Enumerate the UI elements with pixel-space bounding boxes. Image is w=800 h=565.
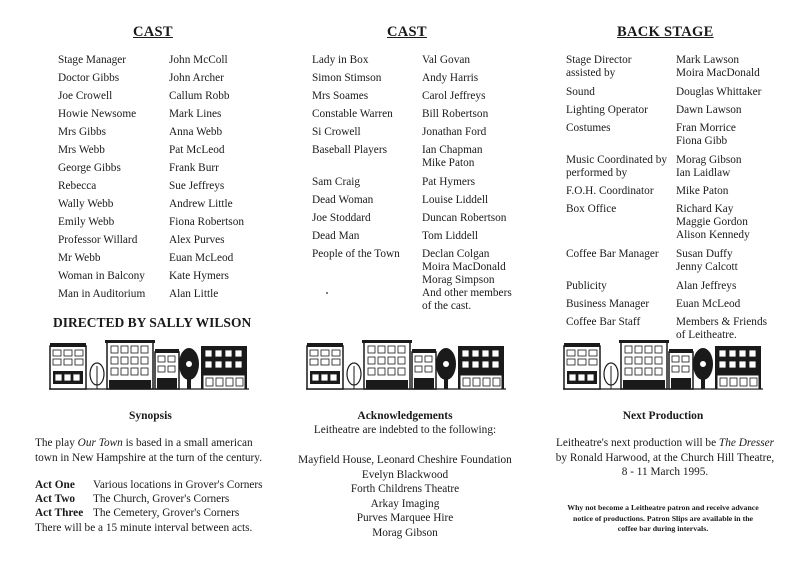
tree-highlight	[186, 361, 192, 367]
synopsis-play-title: Our Town	[77, 437, 123, 449]
window	[483, 378, 490, 386]
window	[635, 346, 642, 353]
townscape-illustration-middle	[306, 340, 506, 390]
window	[750, 378, 757, 386]
window	[216, 378, 223, 386]
backstage-role: Coffee Bar Manager	[566, 248, 659, 260]
window	[131, 357, 138, 364]
patron-line: notice of productions. Patron Slips are available in the	[573, 513, 753, 523]
cast-actor: Louise Liddell	[422, 194, 489, 206]
cast-actor: of the cast.	[422, 300, 472, 312]
window	[567, 359, 575, 365]
backstage-role: Publicity	[566, 280, 607, 292]
window	[235, 361, 242, 368]
shopfront	[623, 380, 665, 389]
interval-note: There will be a 15 minute interval between acts.	[35, 522, 253, 534]
window	[645, 346, 652, 353]
window	[493, 378, 500, 386]
window	[672, 356, 679, 362]
backstage-person: Moira MacDonald	[676, 67, 760, 79]
acknowledgement-item: Purves Marquee Hire	[356, 512, 454, 524]
window	[473, 378, 480, 386]
cast-role: People of the Town	[312, 248, 400, 260]
backstage-person: Maggie Gordon	[676, 216, 748, 228]
acknowledgement-item: Evelyn Blackwood	[361, 468, 449, 481]
window	[425, 356, 432, 362]
window	[589, 359, 597, 365]
cast-actor: Carol Jeffreys	[422, 90, 486, 102]
backstage-role: assisted by	[566, 67, 616, 79]
window	[569, 374, 576, 381]
backstage-role: Lighting Operator	[566, 104, 648, 116]
cast-row	[58, 126, 268, 140]
window	[398, 357, 405, 364]
backstage-role: Stage Director	[566, 54, 632, 66]
window	[425, 366, 432, 372]
cast-actor: Declan Colgan	[422, 248, 490, 260]
cast-role: Howie Newsome	[58, 108, 137, 120]
backstage-role: performed by	[566, 167, 628, 179]
acknowledgement-item: Morag Gibson	[372, 526, 438, 539]
cast-row	[58, 90, 268, 104]
cast-role: Mrs Gibbs	[58, 126, 107, 138]
patron-line: Why not become a Leitheatre patron and receive advance	[567, 503, 759, 512]
synopsis-intro	[35, 436, 275, 465]
backstage-person: Alison Kennedy	[676, 229, 750, 241]
window	[729, 361, 736, 368]
cast-row	[58, 270, 268, 284]
cast-role: Rebecca	[58, 180, 97, 192]
window	[482, 350, 489, 357]
window	[740, 378, 747, 386]
window	[111, 368, 118, 375]
window	[482, 361, 489, 368]
window	[312, 374, 319, 381]
cast-role: Professor Willard	[58, 234, 138, 246]
cast-actor: Alex Purves	[169, 234, 225, 246]
window	[158, 366, 165, 372]
backstage-heading: BACK STAGE	[617, 24, 714, 40]
cast-actor: Ian Chapman	[422, 144, 483, 156]
window	[378, 368, 385, 375]
shopfront	[671, 378, 691, 389]
cast-actor: Bill Robertson	[422, 108, 489, 120]
window	[310, 350, 318, 356]
window	[388, 346, 395, 353]
backstage-person: Fran Morrice	[676, 122, 736, 134]
window	[368, 346, 375, 353]
cast-row	[58, 216, 268, 230]
tree-highlight	[700, 361, 706, 367]
cast-actor: Callum Robb	[169, 90, 230, 102]
window	[388, 357, 395, 364]
shopfront	[414, 378, 434, 389]
roof-cornice	[619, 340, 669, 343]
backstage-role: Sound	[566, 86, 595, 98]
cast-role: Joe Crowell	[58, 90, 113, 102]
cast-actor: Andrew Little	[169, 198, 233, 210]
window	[205, 361, 212, 368]
window	[75, 350, 83, 356]
cast-row	[58, 108, 268, 122]
synopsis-intro-line2: town in New Hampshire at the turn of the century.	[35, 451, 263, 464]
backstage-role: Music Coordinated by	[566, 154, 668, 166]
window	[321, 350, 329, 356]
window	[75, 359, 83, 365]
next-production-title: Next Production	[622, 410, 704, 422]
cast-role: Sam Craig	[312, 176, 361, 188]
backstage-person: Susan Duffy	[676, 248, 733, 260]
backstage-person: Jenny Calcott	[676, 261, 738, 273]
directed-by: DIRECTED BY SALLY WILSON	[53, 315, 252, 330]
cast-role: Mrs Soames	[312, 90, 369, 102]
backstage-person: of Leitheatre.	[676, 329, 737, 341]
cast-actor: Val Govan	[422, 54, 471, 66]
window	[53, 350, 61, 356]
window	[739, 350, 746, 357]
cast-actor: Andy Harris	[422, 72, 479, 84]
window	[168, 366, 175, 372]
patron-note	[548, 503, 778, 535]
window	[141, 368, 148, 375]
cast-row	[58, 72, 268, 86]
shopfront	[109, 380, 151, 389]
window	[215, 361, 222, 368]
window	[225, 350, 232, 357]
window	[225, 361, 232, 368]
window	[739, 361, 746, 368]
cast-actor: Fiona Robertson	[169, 216, 244, 228]
roof-cornice	[307, 343, 343, 347]
tree-highlight	[443, 361, 449, 367]
cast-role: Dead Woman	[312, 194, 374, 206]
townscape-illustration-left	[49, 340, 249, 390]
cast-role: Lady in Box	[312, 54, 369, 66]
window	[215, 350, 222, 357]
window	[645, 368, 652, 375]
backstage-person: Mike Paton	[676, 185, 729, 197]
window	[462, 361, 469, 368]
window	[321, 374, 328, 381]
window	[378, 346, 385, 353]
cast-actor: Jonathan Ford	[422, 126, 487, 138]
window	[415, 366, 422, 372]
backstage-person: Fiona Gibb	[676, 135, 728, 147]
roof-cornice	[50, 343, 86, 347]
window	[719, 361, 726, 368]
window	[672, 366, 679, 372]
window	[655, 357, 662, 364]
window	[472, 350, 479, 357]
window	[749, 350, 756, 357]
window	[398, 368, 405, 375]
cast-row	[58, 252, 268, 266]
synopsis-intro-before: The play	[35, 437, 78, 449]
window	[463, 378, 470, 386]
window	[131, 346, 138, 353]
window	[121, 357, 128, 364]
window	[578, 350, 586, 356]
window	[749, 361, 756, 368]
window	[55, 374, 62, 381]
window	[206, 378, 213, 386]
cast-actor: Duncan Robertson	[422, 212, 507, 224]
patron-line: coffee bar during intervals.	[617, 524, 709, 533]
window	[730, 378, 737, 386]
window	[719, 350, 726, 357]
cast-role: Baseball Players	[312, 144, 387, 156]
window	[720, 378, 727, 386]
acknowledgement-item: Forth Childrens Theatre	[350, 483, 460, 495]
cast-role: Si Crowell	[312, 126, 361, 138]
tree-trunk	[187, 370, 191, 389]
backstage-role: Costumes	[566, 122, 611, 134]
window	[141, 346, 148, 353]
window	[330, 374, 337, 381]
backstage-person: Mark Lawson	[676, 54, 740, 66]
acknowledgement-item: Arkay Imaging	[370, 497, 440, 510]
cast-role: Joe Stoddard	[312, 212, 371, 224]
acknowledgement-item: Mayfield House, Leonard Cheshire Foundation	[298, 454, 512, 466]
window	[655, 346, 662, 353]
next-production-line3: 8 - 11 March 1995.	[621, 466, 709, 478]
cast-actor: John McColl	[169, 54, 228, 66]
roof-cornice	[412, 349, 436, 353]
window	[635, 357, 642, 364]
window	[168, 356, 175, 362]
window	[235, 350, 242, 357]
next-production-text	[540, 436, 790, 480]
window	[64, 374, 71, 381]
cast-role: Emily Webb	[58, 216, 115, 228]
cast-actor: Euan McLeod	[169, 252, 234, 264]
window	[625, 346, 632, 353]
cast-actor: Morag Simpson	[422, 274, 495, 286]
window	[111, 357, 118, 364]
cast-row	[58, 234, 268, 248]
cast-row	[58, 144, 268, 158]
window	[398, 346, 405, 353]
cast-role: Mrs Webb	[58, 144, 105, 156]
window	[492, 350, 499, 357]
roof-cornice	[155, 349, 179, 353]
backstage-person: Richard Kay	[676, 203, 734, 215]
window	[368, 357, 375, 364]
shopfront	[366, 380, 408, 389]
cast-role: Man in Auditorium	[58, 288, 146, 300]
tree-trunk	[701, 370, 705, 389]
window	[111, 346, 118, 353]
roof-cornice	[362, 340, 412, 343]
window	[310, 359, 318, 365]
act-description: The Cemetery, Grover's Corners	[93, 507, 240, 519]
window	[141, 357, 148, 364]
townscape-illustration-right	[563, 340, 763, 390]
cast-role: Constable Warren	[312, 108, 393, 120]
window	[625, 368, 632, 375]
act-label: Act Three	[35, 507, 84, 519]
act-label: Act One	[35, 479, 75, 491]
cast-row	[58, 162, 268, 176]
window	[655, 368, 662, 375]
next-production-line2: by Ronald Harwood, at the Church Hill Theatre,	[555, 451, 775, 464]
cast-role: Wally Webb	[58, 198, 114, 210]
window	[121, 346, 128, 353]
window	[205, 350, 212, 357]
window	[131, 368, 138, 375]
decorative-dot	[326, 292, 328, 294]
cast-role: Stage Manager	[58, 54, 127, 66]
next-production-play-title: The Dresser	[718, 437, 775, 449]
window	[415, 356, 422, 362]
backstage-person: Morag Gibson	[676, 154, 742, 166]
window	[226, 378, 233, 386]
cast-row	[58, 288, 268, 302]
act-description: Various locations in Grover's Corners	[93, 479, 263, 491]
roof-cornice	[564, 343, 600, 347]
window	[682, 356, 689, 362]
tree-trunk	[444, 370, 448, 389]
cast-actor: And other members	[422, 287, 512, 299]
window	[625, 357, 632, 364]
shopfront	[157, 378, 177, 389]
window	[236, 378, 243, 386]
window	[121, 368, 128, 375]
cast-actor: Pat Hymers	[422, 176, 476, 188]
cast-role: Doctor Gibbs	[58, 72, 120, 84]
cast-actor: Moira MacDonald	[422, 261, 506, 273]
cast-actor: Kate Hymers	[169, 270, 229, 282]
cast-heading-middle: CAST	[387, 24, 427, 40]
cast-actor: Anna Webb	[169, 126, 223, 138]
synopsis-title: Synopsis	[129, 410, 172, 422]
window	[492, 361, 499, 368]
backstage-role: Box Office	[566, 203, 617, 215]
window	[53, 359, 61, 365]
window	[158, 356, 165, 362]
cast-actor: Tom Liddell	[422, 230, 478, 242]
window	[321, 359, 329, 365]
window	[332, 350, 340, 356]
act-label: Act Two	[35, 493, 76, 505]
window	[682, 366, 689, 372]
act-description: The Church, Grover's Corners	[93, 493, 230, 505]
window	[64, 350, 72, 356]
cast-heading-left: CAST	[133, 24, 173, 40]
backstage-person: Ian Laidlaw	[676, 167, 731, 179]
backstage-person: Dawn Lawson	[676, 104, 742, 116]
window	[578, 374, 585, 381]
cast-actor: Sue Jeffreys	[169, 180, 225, 192]
window	[472, 361, 479, 368]
cast-role: Woman in Balcony	[58, 270, 145, 282]
window	[587, 374, 594, 381]
roof-cornice	[105, 340, 155, 343]
acknowledgements-intro: Leitheatre are indebted to the following:	[313, 424, 497, 436]
cast-row	[58, 54, 268, 68]
cast-row	[58, 180, 268, 194]
cast-actor: Mike Paton	[422, 157, 475, 169]
backstage-person: Members & Friends	[676, 316, 767, 328]
cast-actor: Mark Lines	[169, 108, 222, 120]
window	[64, 359, 72, 365]
cast-role: George Gibbs	[58, 162, 121, 174]
acknowledgements-title: Acknowledgements	[357, 410, 453, 422]
cast-actor: Frank Burr	[169, 162, 219, 174]
window	[589, 350, 597, 356]
window	[645, 357, 652, 364]
window	[729, 350, 736, 357]
next-production-line1: Leitheatre's next production will be	[555, 437, 719, 449]
cast-role: Dead Man	[312, 230, 360, 242]
cast-role: Mr Webb	[58, 252, 101, 264]
window	[332, 359, 340, 365]
roof-cornice	[669, 349, 693, 353]
backstage-role: Coffee Bar Staff	[566, 316, 641, 328]
backstage-person: Euan McLeod	[676, 298, 741, 310]
window	[368, 368, 375, 375]
backstage-role: Business Manager	[566, 298, 650, 310]
window	[388, 368, 395, 375]
window	[578, 359, 586, 365]
backstage-person: Alan Jeffreys	[676, 280, 737, 292]
window	[635, 368, 642, 375]
backstage-role: F.O.H. Coordinator	[566, 185, 654, 197]
backstage-person: Douglas Whittaker	[676, 86, 762, 98]
cast-role: Simon Stimson	[312, 72, 382, 84]
window	[567, 350, 575, 356]
window	[378, 357, 385, 364]
synopsis-intro-after: is based in a small american	[122, 437, 253, 449]
window	[73, 374, 80, 381]
cast-row	[58, 198, 268, 212]
cast-actor: Alan Little	[169, 288, 219, 300]
cast-actor: Pat McLeod	[169, 144, 225, 156]
cast-actor: John Archer	[169, 72, 224, 84]
window	[462, 350, 469, 357]
